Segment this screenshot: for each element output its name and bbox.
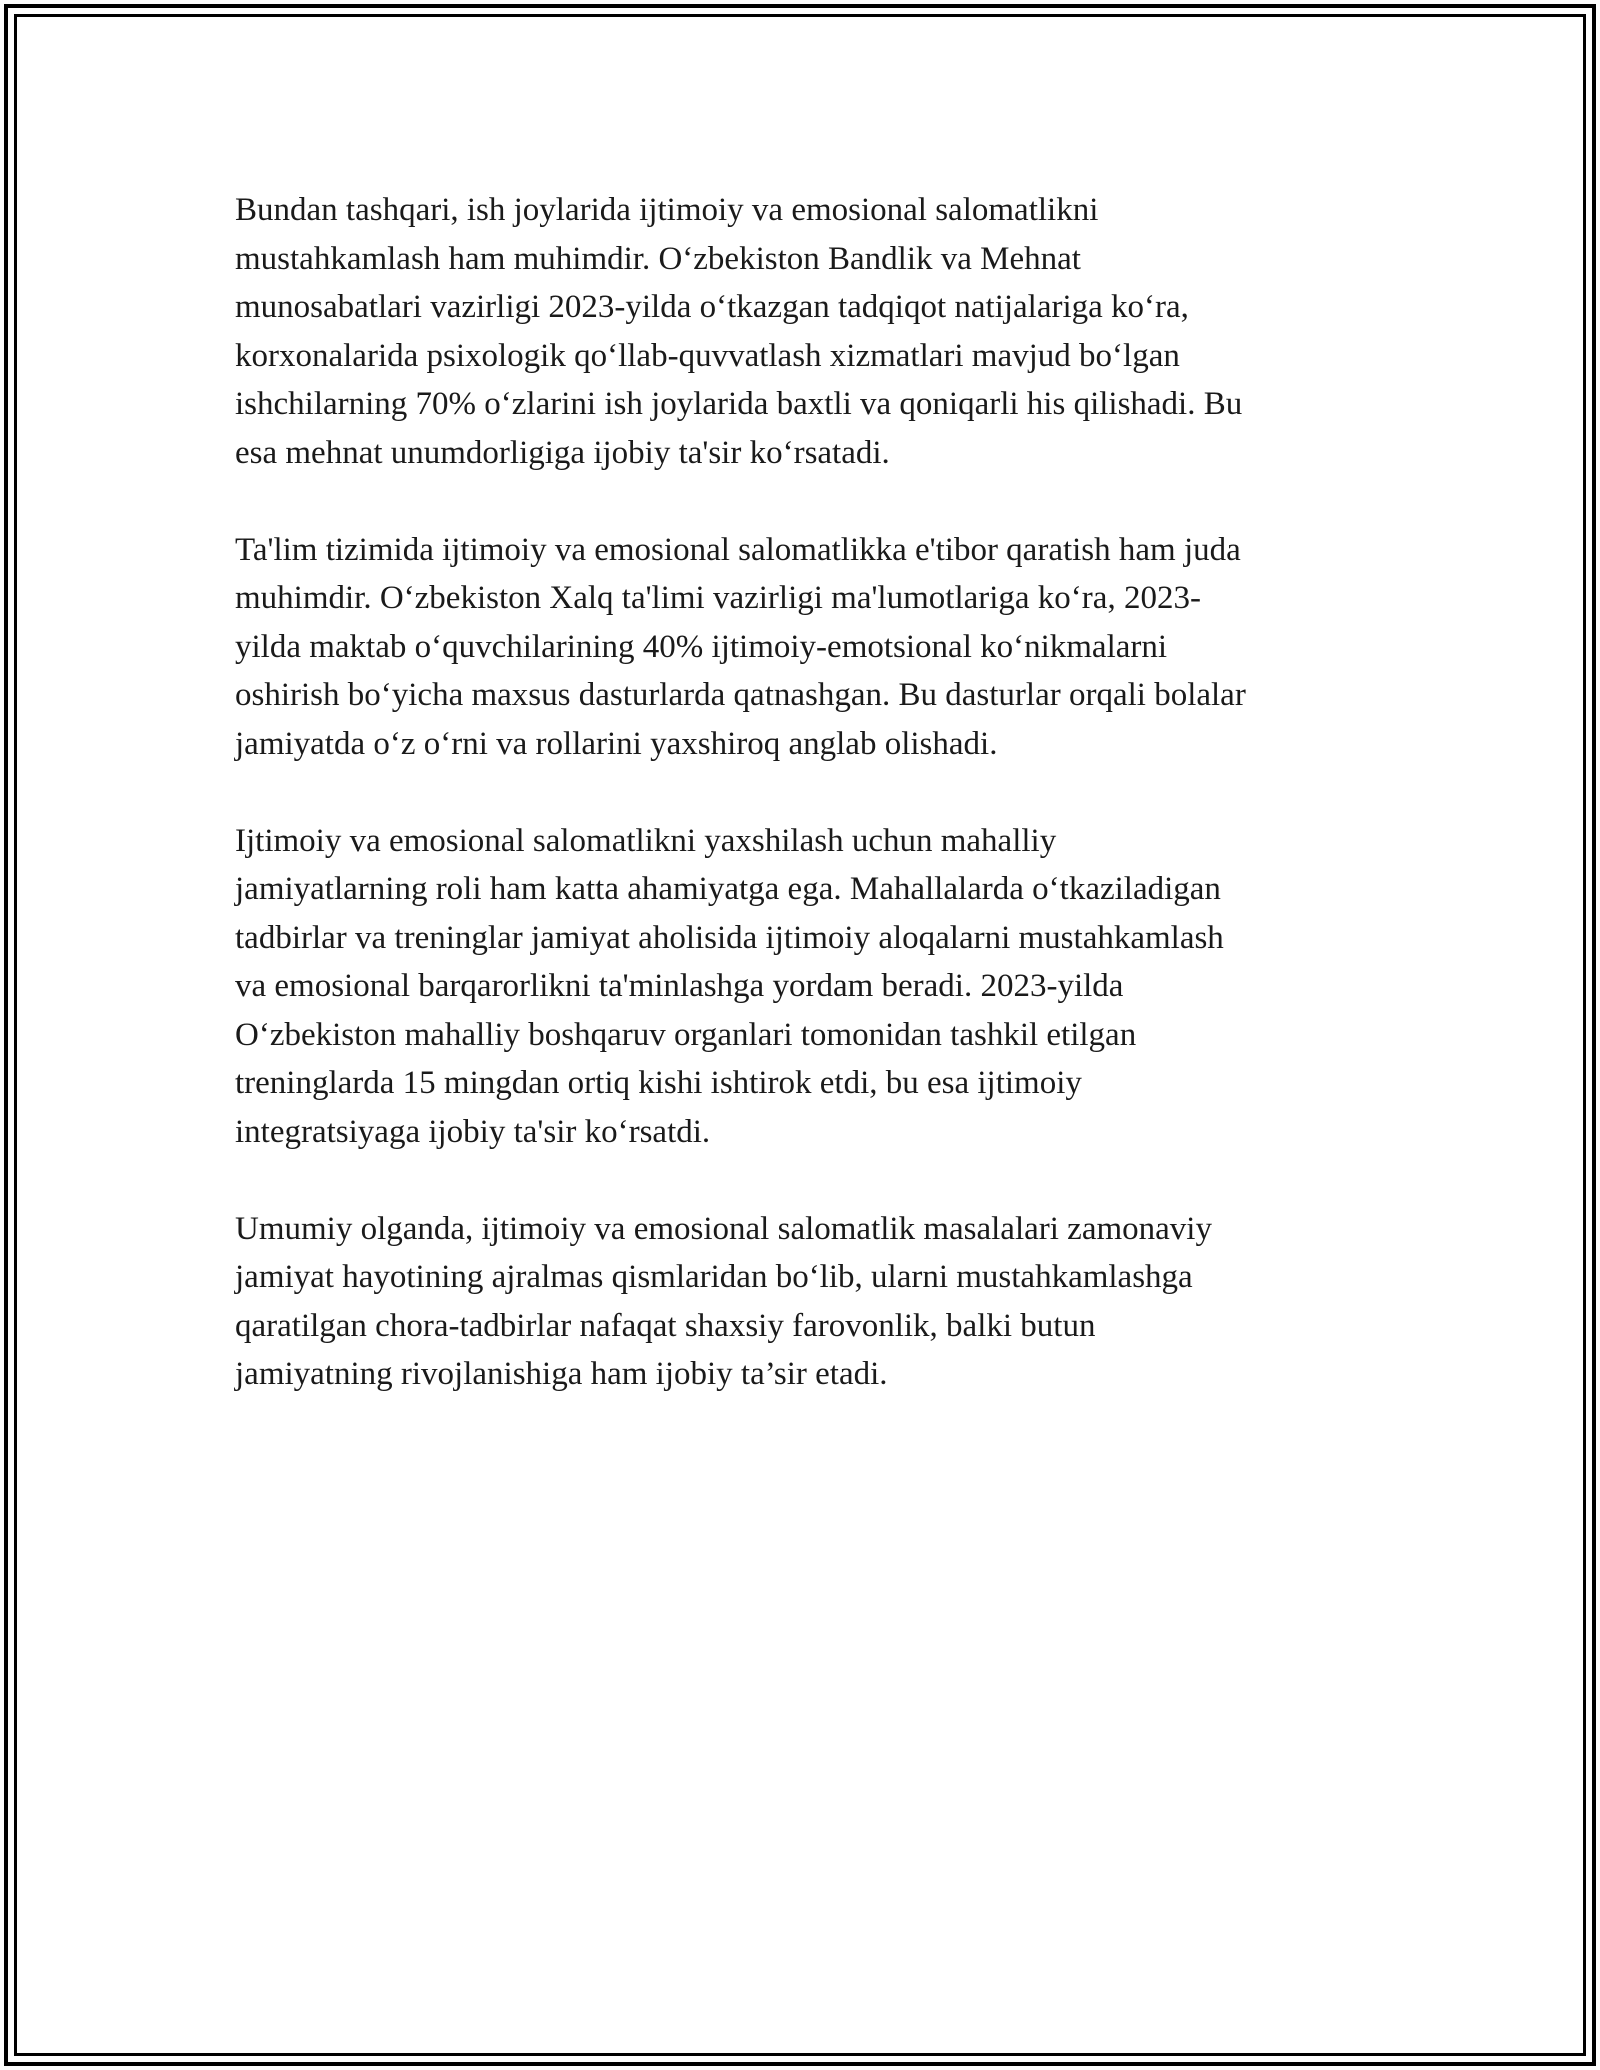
- paragraph-4: [235, 1205, 1385, 1399]
- text-line: oshirish bo‘yicha maxsus dasturlarda qatnashgan. Bu dasturlar orqali bolalar: [235, 677, 1246, 713]
- text-line: jamiyat hayotining ajralmas qismlaridan bo‘lib, ularni mustahkamlashga: [235, 1259, 1193, 1295]
- paragraph-2: [235, 526, 1385, 769]
- text-line: Ijtimoiy va emosional salomatlikni yaxshilash uchun mahalliy: [235, 822, 1057, 859]
- paragraph-1: [235, 186, 1385, 477]
- text-line: yilda maktab o‘quvchilarining 40% ijtimoiy-emotsional ko‘nikmalarni: [235, 628, 1168, 665]
- text-line: Bundan tashqari, ish joylarida ijtimoiy va emosional salomatlikni: [235, 192, 1099, 228]
- text-line: jamiyatda o‘z o‘rni va rollarini yaxshiroq anglab olishadi.: [235, 725, 998, 762]
- text-line: integratsiyaga ijobiy ta'sir ko‘rsatdi.: [235, 1113, 711, 1150]
- text-line: tadbirlar va treninglar jamiyat aholisida ijtimoiy aloqalarni mustahkamlash: [235, 919, 1224, 956]
- text-line: korxonalarida psixologik qo‘llab-quvvatlash xizmatlari mavjud bo‘lgan: [235, 337, 1180, 374]
- text-line: mustahkamlash ham muhimdir. O‘zbekiston Bandlik va Mehnat: [235, 240, 1081, 277]
- text-line: Umumiy olganda, ijtimoiy va emosional salomatlik masalalari zamonaviy: [235, 1210, 1212, 1247]
- text-line: ishchilarning 70% o‘zlarini ish joylarida baxtli va qoniqarli his qilishadi. Bu: [235, 386, 1243, 422]
- text-line: qaratilgan chora-tadbirlar nafaqat shaxsiy farovonlik, balki butun: [235, 1307, 1096, 1344]
- text-line: va emosional barqarorlikni ta'minlashga yordam beradi. 2023-yilda: [235, 968, 1124, 1004]
- document-body: [235, 186, 1385, 1447]
- text-line: munosabatlari vazirligi 2023-yilda o‘tkazgan tadqiqot natijalariga ko‘ra,: [235, 289, 1189, 325]
- text-line: treninglarda 15 mingdan ortiq kishi ishtirok etdi, bu esa ijtimoiy: [235, 1065, 1082, 1101]
- paragraph-3: [235, 817, 1385, 1157]
- text-line: muhimdir. O‘zbekiston Xalq ta'limi vazirligi ma'lumotlariga ko‘ra, 2023-: [235, 580, 1201, 616]
- text-line: O‘zbekiston mahalliy boshqaruv organlari tomonidan tashkil etilgan: [235, 1016, 1137, 1053]
- text-line: jamiyatlarning roli ham katta ahamiyatga ega. Mahallalarda o‘tkaziladigan: [235, 871, 1221, 907]
- text-line: esa mehnat unumdorligiga ijobiy ta'sir ko‘rsatadi.: [235, 434, 890, 471]
- text-line: Ta'lim tizimida ijtimoiy va emosional salomatlikka e'tibor qaratish ham juda: [235, 531, 1241, 568]
- text-line: jamiyatning rivojlanishiga ham ijobiy ta’sir etadi.: [235, 1356, 888, 1392]
